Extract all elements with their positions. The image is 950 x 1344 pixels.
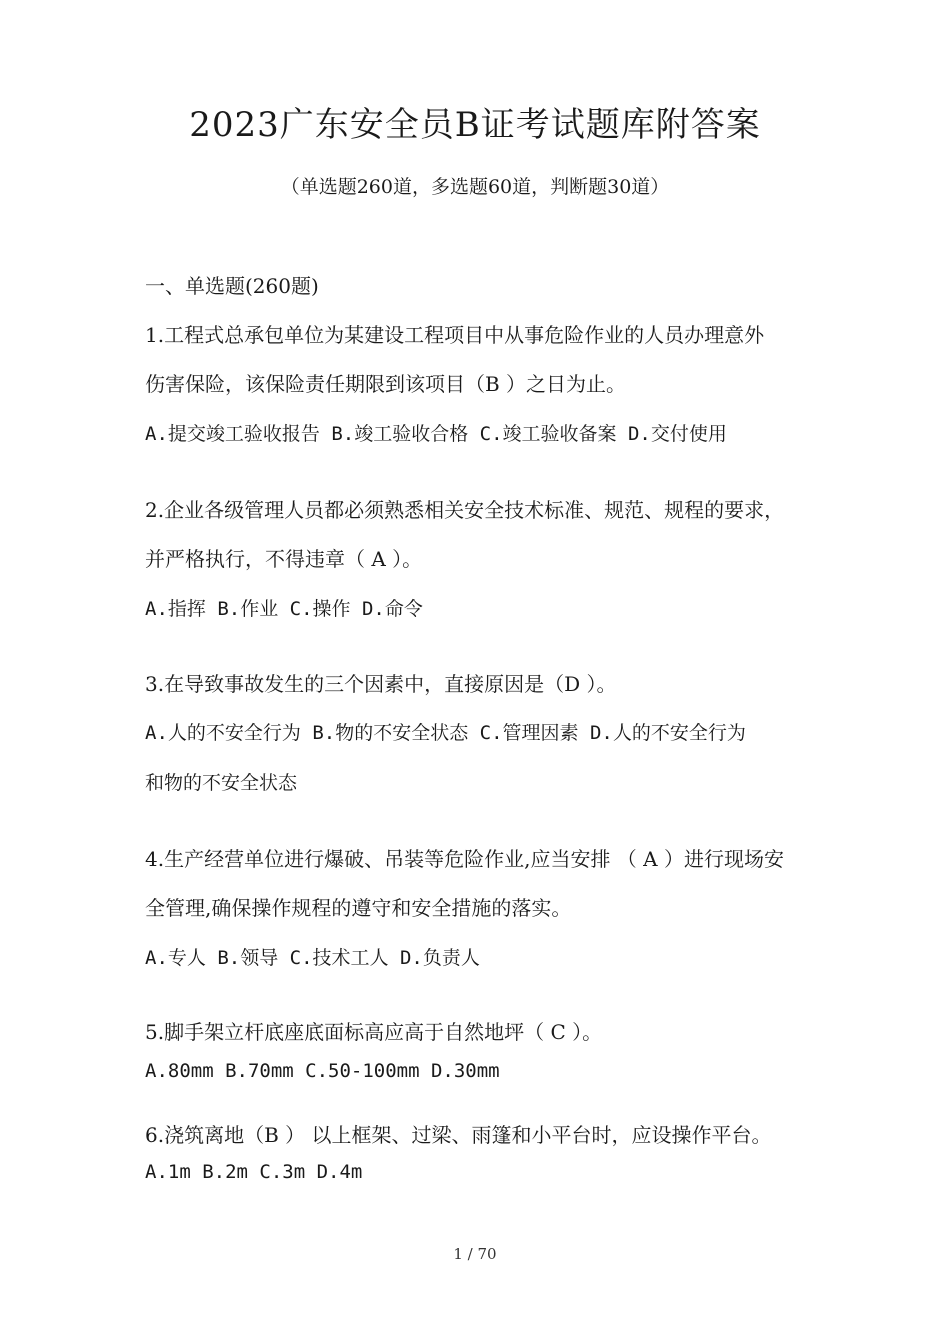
question-2-line-1: 2.企业各级管理人员都必须熟悉相关安全技术标准、规范、规程的要求， (145, 498, 785, 522)
question-6-line-1: 6.浇筑离地（B ） 以上框架、过梁、雨篷和小平台时，应设操作平台。 (145, 1123, 772, 1147)
question-5-line-1: 5.脚手架立杆底座底面标高应高于自然地坪（ C ）。 (145, 1020, 603, 1044)
question-5-options: A.80mm B.70mm C.50-100mm D.30mm (145, 1060, 500, 1082)
question-4-options: A.专人 B.领导 C.技术工人 D.负责人 (145, 947, 480, 969)
question-1-line-1: 1.工程式总承包单位为某建设工程项目中从事危险作业的人员办理意外 (145, 323, 765, 347)
section-heading: 一、单选题(260题) (145, 274, 319, 298)
document-subtitle: （单选题260道，多选题60道，判断题30道） (280, 176, 670, 198)
question-6-options: A.1m B.2m C.3m D.4m (145, 1161, 363, 1183)
question-3-options-line-2: 和物的不安全状态 (145, 772, 298, 794)
question-4-line-1: 4.生产经营单位进行爆破、吊装等危险作业,应当安排 （ A ）进行现场安 (145, 847, 784, 871)
document-title: 2023广东安全员B证考试题库附答案 (189, 105, 761, 145)
question-1-line-2: 伤害保险，该保险责任期限到该项目（B ）之日为止。 (145, 372, 627, 396)
question-1-options: A.提交竣工验收报告 B.竣工验收合格 C.竣工验收备案 D.交付使用 (145, 423, 727, 445)
question-3-options-line-1: A.人的不安全行为 B.物的不安全状态 C.管理因素 D.人的不安全行为 (145, 722, 746, 744)
question-4-line-2: 全管理,确保操作规程的遵守和安全措施的落实。 (145, 896, 572, 920)
page-number: 1 / 70 (453, 1245, 497, 1263)
question-3-line-1: 3.在导致事故发生的三个因素中，直接原因是（D ）。 (145, 672, 617, 696)
question-2-options: A.指挥 B.作业 C.操作 D.命令 (145, 598, 423, 620)
question-2-line-2: 并严格执行，不得违章（ A ）。 (145, 547, 423, 571)
